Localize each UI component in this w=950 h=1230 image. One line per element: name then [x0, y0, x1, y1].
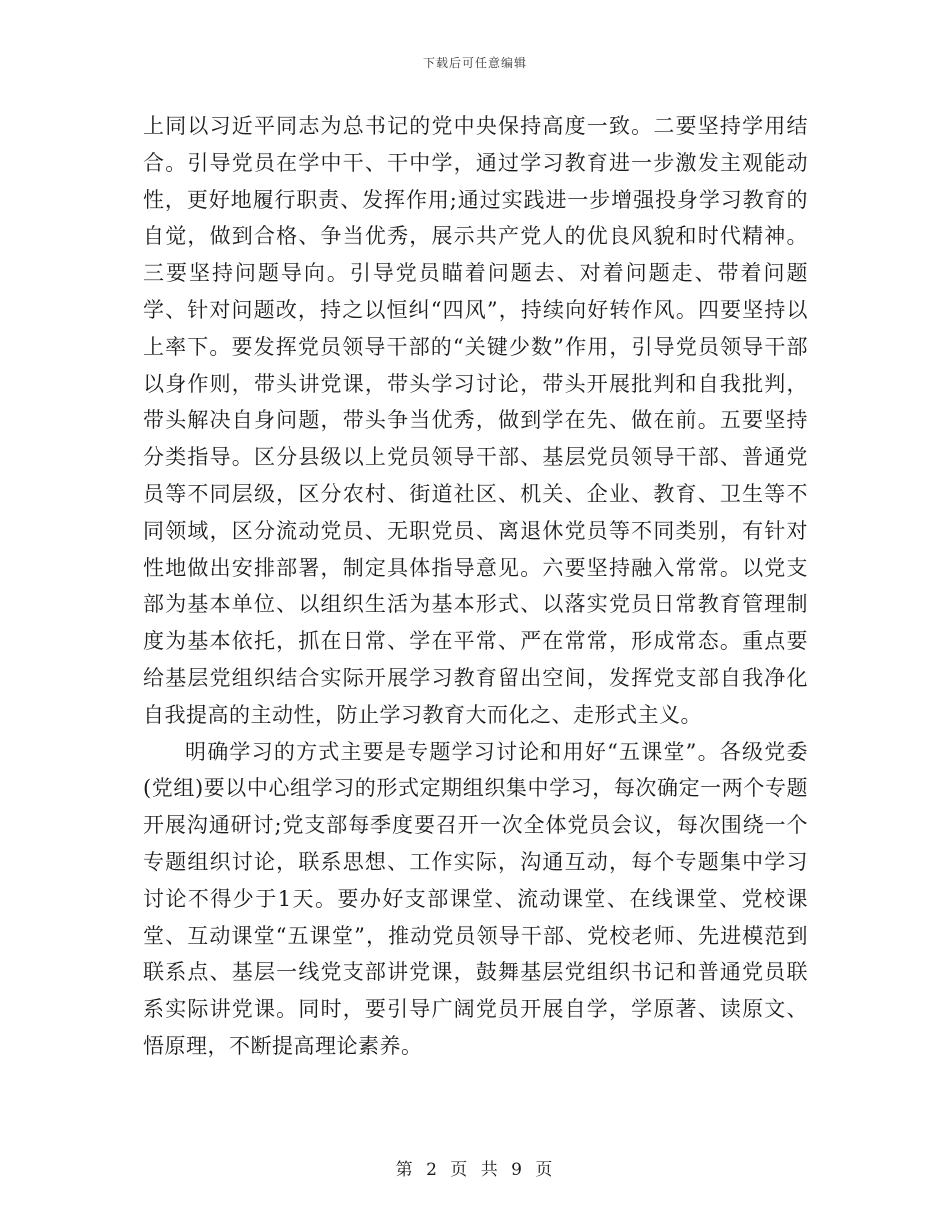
body-paragraph: 上同以习近平同志为总书记的党中央保持高度一致。二要坚持学用结合。引导党员在学中干、干中学，通过学习教育进一步激发主观能动性，更好地履行职责、发挥作用;通过实践进一步增强投身学习教育的自觉，做到合格、争当优秀，展示共产党人的优良风貌和时代精神。三要坚持问题导向。引导党员瞄着问题去、对着问题走、带着问题学、针对问题改，持之以恒纠“四风”，持续向好转作风。四要坚持以上率下。要发挥党员领导干部的“关键少数”作用，引导党员领导干部以身作则，带头讲党课，带头学习讨论，带头开展批判和自我批判，带头解决自身问题，带头争当优秀，做到学在先、做在前。五要坚持分类指导。区分县级以上党员领导干部、基层党员领导干部、普通党员等不同层级，区分农村、街道社区、机关、企业、教育、卫生等不同领域，区分流动党员、无职党员、离退休党员等不同类别，有针对性地做出安排部署，制定具体指导意见。六要坚持融入常常。以党支部为基本单位、以组织生活为基本形式、以落实党员日常教育管理制度为基本依托，抓在日常、学在平常、严在常常，形成常态。重点要给基层党组织结合实际开展学习教育留出空间，发挥党支部自我净化自我提高的主动性，防止学习教育大而化之、走形式主义。 — [143, 114, 808, 727]
page-header: 下载后可任意编辑 — [422, 56, 527, 70]
page-number: 第 2 页 共 9 页 — [395, 1160, 555, 1180]
document-body — [143, 108, 808, 1065]
body-paragraph: 明确学习的方式主要是专题学习讨论和用好“五课堂”。各级党委(党组)要以中心组学习的形式定期组织集中学习，每次确定一两个专题开展沟通研讨;党支部每季度要召开一次全体党员会议，每次围绕一个专题组织讨论，联系思想、工作实际，沟通互动，每个专题集中学习讨论不得少于1天。要办好支部课堂、流动课堂、在线课堂、党校课堂、互动课堂“五课堂”，推动党员领导干部、党校老师、先进模范到联系点、基层一线党支部讲党课，鼓舞基层党组织书记和普通党员联系实际讲党课。同时，要引导广阔党员开展自学，学原著、读原文、悟原理，不断提高理论素养。 — [143, 739, 808, 1058]
